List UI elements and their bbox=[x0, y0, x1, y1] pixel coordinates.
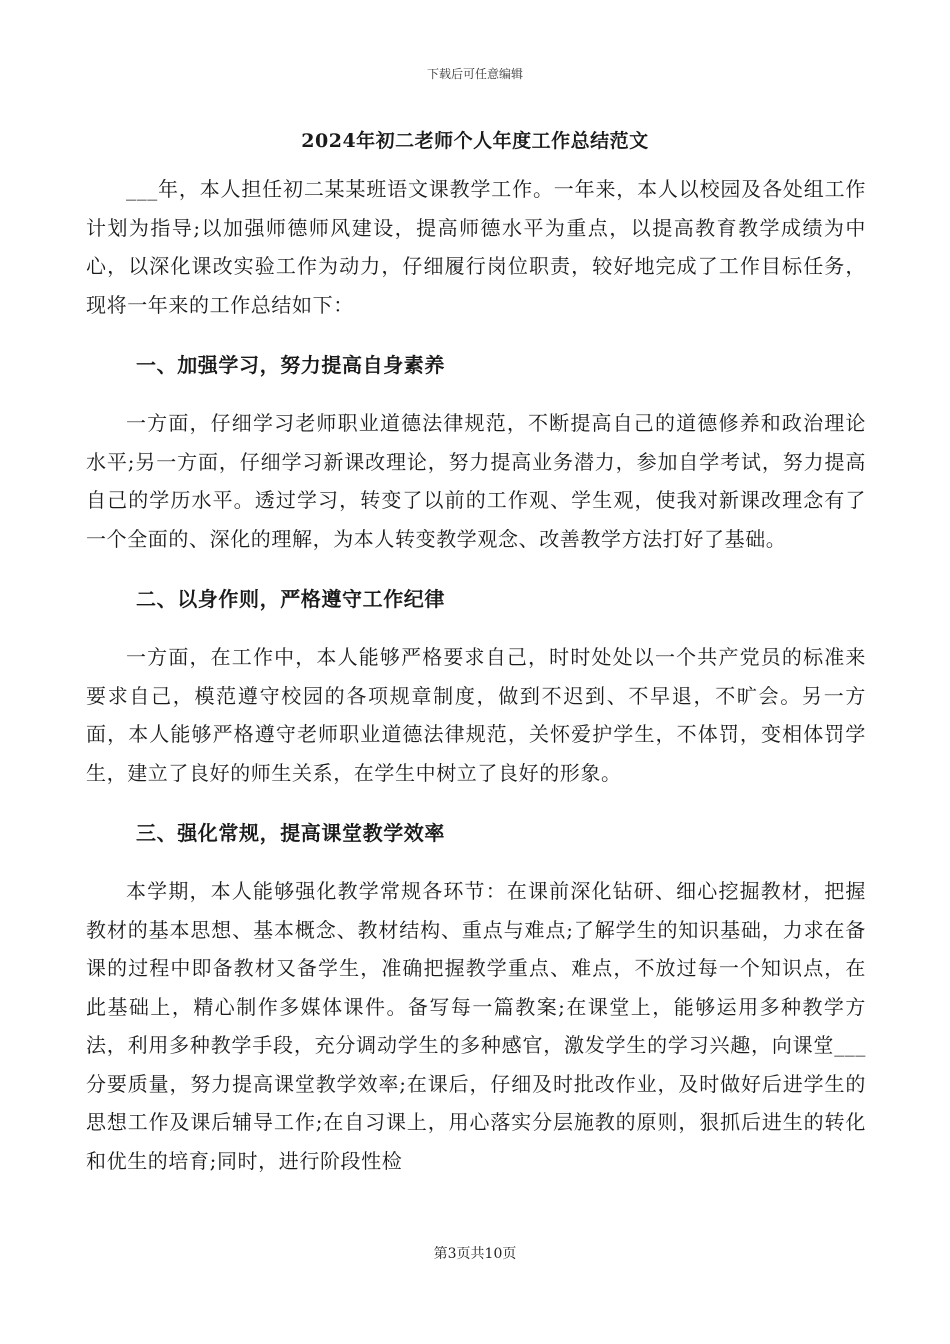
page-footer: 第3页共10页 bbox=[433, 1246, 517, 1262]
intro-paragraph: ___年，本人担任初二某某班语文课教学工作。一年来，本人以校园及各处组工作计划为指导;以加强师德师风建设，提高师德水平为重点，以提高教育教学成绩为中心，以深化课改实验工作为动力，仔细履行岗位职责，较好地完成了工作目标任务，现将一年来的工作总结如下： bbox=[86, 177, 866, 317]
document-title: 2024年初二老师个人年度工作总结范文 bbox=[301, 130, 649, 152]
section-heading-3: 三、强化常规，提高课堂教学效率 bbox=[136, 821, 445, 845]
section-paragraph-3: 本学期，本人能够强化教学常规各环节：在课前深化钻研、细心挖掘教材，把握教材的基本思想、基本概念、教材结构、重点与难点;了解学生的知识基础，力求在备课的过程中即备教材又备学生，准确把握教学重点、难点，不放过每一个知识点，在此基础上，精心制作多媒体课件。备写每一篇教案;在课堂上，能够运用多种教学方法，利用多种教学手段，充分调动学生的多种感官，激发学生的学习兴趣，向课堂___分要质量，努力提高课堂教学效率;在课后，仔细及时批改作业，及时做好后进学生的思想工作及课后辅导工作;在自习课上，用心落实分层施教的原则，狠抓后进生的转化和优生的培育;同时，进行阶段性检 bbox=[86, 879, 866, 1173]
document-body bbox=[86, 170, 866, 1202]
section-paragraph-2: 一方面，在工作中，本人能够严格要求自己，时时处处以一个共产党员的标准来要求自己，模范遵守校园的各项规章制度，做到不迟到、不早退，不旷会。另一方面，本人能够严格遵守老师职业道德法律规范，关怀爱护学生，不体罚，变相体罚学生，建立了良好的师生关系，在学生中树立了良好的形象。 bbox=[86, 645, 866, 785]
header-note: 下载后可任意编辑 bbox=[426, 67, 523, 81]
section-heading-1: 一、加强学习，努力提高自身素养 bbox=[136, 353, 445, 377]
section-heading-2: 二、以身作则，严格遵守工作纪律 bbox=[136, 587, 445, 611]
section-paragraph-1: 一方面，仔细学习老师职业道德法律规范，不断提高自己的道德修养和政治理论水平;另一方面，仔细学习新课改理论，努力提高业务潜力，参加自学考试，努力提高自己的学历水平。透过学习，转变了以前的工作观、学生观，使我对新课改理念有了一个全面的、深化的理解，为本人转变教学观念、改善教学方法打好了基础。 bbox=[86, 411, 866, 551]
